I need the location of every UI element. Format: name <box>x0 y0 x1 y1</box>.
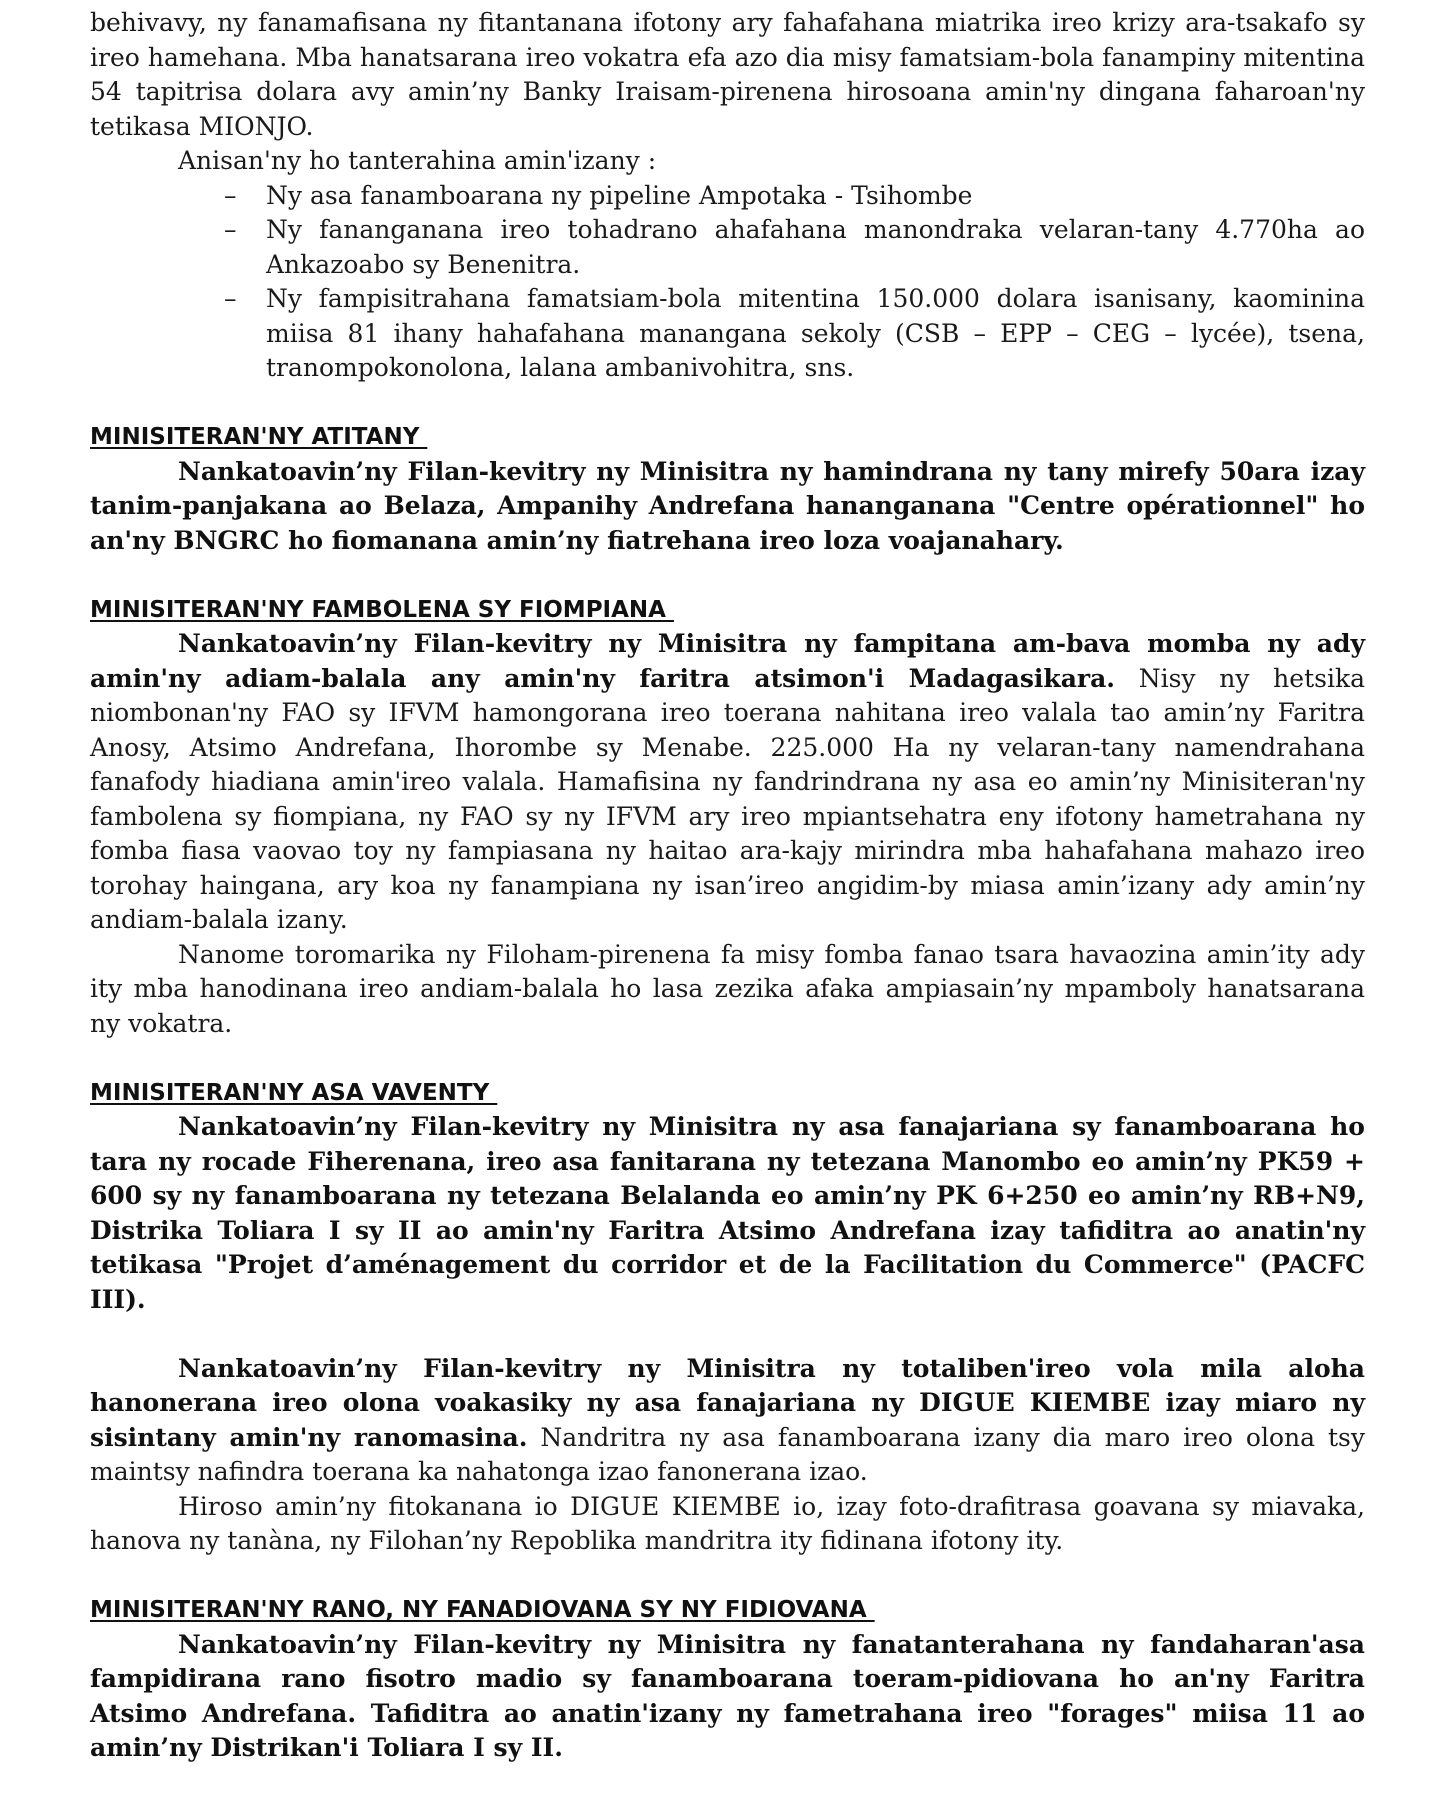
dash-bullet: – <box>224 284 237 313</box>
section-decision: Nankatoavin’ny Filan-kevitry ny Minisitra ny fampitana am-bava momba ny ady amin'ny adiam-balala any amin'ny faritra atsimon'i Madagasikara. <box>90 629 1365 693</box>
list-item: – Ny asa fanamboarana ny pipeline Ampotaka - Tsihombe <box>266 179 1365 214</box>
section-decision-2: Nankatoavin’ny Filan-kevitry ny Minisitra ny totaliben'ireo vola mila aloha hanonerana ireo olona voakasiky ny asa fanajariana ny DIGUE KIEMBE izay miaro ny sisintany amin'ny ranomasina. <box>90 1353 1365 1452</box>
spacer <box>90 558 1365 593</box>
dash-bullet: – <box>224 180 237 210</box>
section-decision: Nankatoavin’ny Filan-kevitry ny Minisitra ny asa fanajariana sy fanamboarana ho tara ny rocade Fiherenana, ireo asa fanitarana ny tetezana Manombo eo amin’ny PK59 + 600 sy ny fanamboarana ny tetezana Belalanda eo amin’ny PK 6+250 eo amin’ny RB+N9, Distrika Toliara I sy II ao amin'ny Faritra Atsimo Andrefana izay tafiditra ao anatin'ny tetikasa "Projet d’aménagement du corridor et de la Facilitation du Commerce" (PACFC III). <box>90 1112 1365 1314</box>
section-decision: Nankatoavin’ny Filan-kevitry ny Minisitra ny hamindrana ny tany mirefy 50ara izay tanim-panjakana ao Belaza, Ampanihy Andrefana hananganana "Centre opérationnel" ho an'ny BNGRC ho fiomanana amin’ny fiatrehana ireo loza voajanahary. <box>90 456 1365 555</box>
section-fambolena <box>90 593 1365 1042</box>
project-list <box>90 179 1365 386</box>
spacer <box>90 1041 1365 1076</box>
section-atitany <box>90 420 1365 558</box>
section-heading: MINISITERAN'NY ATITANY <box>90 424 428 450</box>
section-asa-vaventy <box>90 1076 1365 1559</box>
section-extra-paragraph: Nanome toromarika ny Filoham-pirenena fa misy fomba fanao tsara havaozina amin’ity ady ity mba hanodinana ireo andiam-balala ho lasa zezika afaka ampiasain’ny mpamboly hanatsarana ny vokatra. <box>90 939 1365 1038</box>
section-heading: MINISITERAN'NY ASA VAVENTY <box>90 1079 498 1106</box>
section-extra-paragraph: Hiroso amin’ny fitokanana io DIGUE KIEMBE io, izay foto-drafitrasa goavana sy miavaka, hanova ny tanàna, ny Filohan’ny Repoblika mandritra ity fidinana ifotony ity. <box>90 1491 1365 1555</box>
section-decision: Nankatoavin’ny Filan-kevitry ny Minisitra ny fanatanterahana ny fandaharan'asa fampidirana rano fisotro madio sy fanamboarana toeram-pidiovana ho an'ny Faritra Atsimo Andrefana. Tafiditra ao anatin'izany ny fametrahana ireo "forages" miisa 11 ao amin’ny Distrikan'i Toliara I sy II. <box>90 1629 1365 1762</box>
spacer <box>90 1317 1365 1352</box>
section-details: Nandritra ny asa fanamboarana izany dia maro ireo olona tsy maintsy nafindra toerana ka nahatonga izao fanonerana izao. <box>90 1422 1365 1486</box>
spacer <box>90 386 1365 421</box>
section-details: Nisy ny hetsika niombonan'ny FAO sy IFVM hamongorana ireo toerana nahitana ireo valala tao amin’ny Faritra Anosy, Atsimo Andrefana, Ihorombe sy Menabe. 225.000 Ha ny velaran-tany namendrahana fanafody hiadiana amin'ireo valala. Hamafisina ny fandrindrana ny asa eo amin’ny Minisiteran'ny fambolena sy fiompiana, ny FAO sy ny IFVM ary ireo mpiantsehatra eny ifotony hametrahana ny fomba fiasa vaovao toy ny fampiasana ny haitao ara-kajy mirindra mba hahafahana mahazo ireo torohay haingana, ary koa ny fanampiana ny isan’ireo angidim-by miasa amin’izany ady amin’ny andiam-balala izany. <box>90 663 1365 934</box>
list-item: – Ny fananganana ireo tohadrano ahafahana manondraka velaran-tany 4.770ha ao Ankazoabo sy Benenitra. <box>224 215 1365 279</box>
dash-bullet: – <box>224 215 237 244</box>
section-heading: MINISITERAN'NY FAMBOLENA SY FIOMPIANA <box>90 596 674 623</box>
intro-paragraph: behivavy, ny fanamafisana ny fitantanana ifotony ary fahafahana miatrika ireo krizy ara-tsakafo sy ireo hamehana. Mba hanatsarana ireo vokatra efa azo dia misy famatsiam-bola fanampiny mitentina 54 tapitrisa dolara avy amin’ny Banky Iraisam-pirenena hirosoana amin'ny dingana faharoan'ny tetikasa MIONJO. <box>90 8 1365 141</box>
section-body <box>90 1352 1365 1490</box>
list-item: – Ny fampisitrahana famatsiam-bola mitentina 150.000 dolara isanisany, kaominina miisa 81 ihany hahafahana manangana sekoly (CSB – EPP – CEG – lycée), tsena, tranompokonolona, lalana ambanivohitra, sns. <box>224 284 1365 382</box>
spacer <box>90 1559 1365 1594</box>
section-body <box>90 627 1365 938</box>
section-rano <box>90 1593 1365 1766</box>
intro-lead: Anisan'ny ho tanterahina amin'izany : <box>178 146 657 175</box>
section-heading: MINISITERAN'NY RANO, NY FANADIOVANA SY NY FIDIOVANA <box>90 1597 875 1623</box>
document-page <box>90 6 1365 1766</box>
